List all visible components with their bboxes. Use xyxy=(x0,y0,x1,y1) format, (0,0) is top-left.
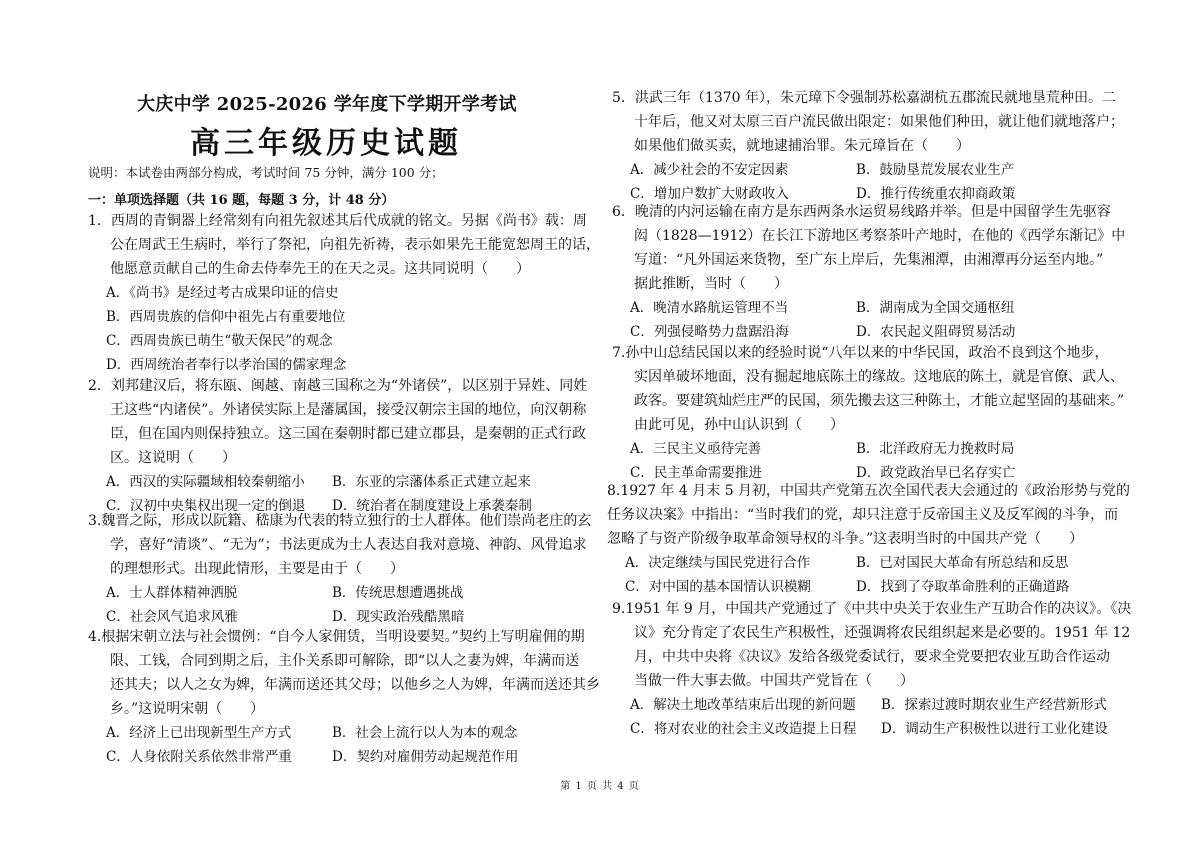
option-c: C．增加户数扩大财政收入 xyxy=(630,186,789,202)
question-1 xyxy=(88,209,600,377)
question-stem-line: 王这些“内诸侯”。外诸侯实际上是藩属国，接受汉朝宗主国的地位，向汉朝称 xyxy=(110,402,587,418)
page-footer: 第 1 页 共 4 页 xyxy=(560,781,640,792)
option-c: C．民主革命需要推进 xyxy=(630,465,762,481)
option-a: A．士人群体精神洒脱 xyxy=(106,585,238,601)
question-stem-line: 区。这说明（ ） xyxy=(110,450,236,466)
option-b: B．传统思想遭遇挑战 xyxy=(332,585,464,601)
option-b: B．东亚的宗藩体系正式建立起来 xyxy=(332,474,531,490)
option-d: D．找到了夺取革命胜利的正确道路 xyxy=(856,579,1070,595)
question-stem-line: 臣，但在国内则保持独立。这三国在秦朝时都已建立郡县，是秦朝的正式行政 xyxy=(110,426,586,442)
option-d: D．契约对雇佣劳动起规范作用 xyxy=(332,749,519,765)
question-8 xyxy=(607,479,1131,599)
question-stem-line: 由此可见，孙中山认识到（ ） xyxy=(634,417,844,433)
question-6 xyxy=(612,200,1127,344)
question-stem-line: 议》充分肯定了农民生产积极性，还强调将农民组织起来是必要的。1951 年 12 xyxy=(634,625,1131,641)
option-a: A．三民主义亟待完善 xyxy=(630,441,762,457)
question-4 xyxy=(88,625,600,769)
option-b: B．北洋政府无力挽救时局 xyxy=(856,441,1015,457)
question-stem-line: 限、工钱，合同到期之后，主仆关系即可解除，即“以人之妻为婢，年满而送 xyxy=(110,653,580,669)
option-d: D．推行传统重农抑商政策 xyxy=(856,186,1016,202)
question-stem-line: 7.孙中山总结民国以来的经验时说“八年以来的中华民国，政治不良到这个地步， xyxy=(612,345,1109,361)
question-stem-line: 据此推断，当时（ ） xyxy=(634,276,788,292)
question-9 xyxy=(612,597,1132,741)
option-a: A．晚清水路航运管理不当 xyxy=(630,300,789,316)
option-c: C．社会风气追求风雅 xyxy=(106,609,238,625)
option-c: C．将对农业的社会主义改造提上日程 xyxy=(630,721,857,737)
question-options xyxy=(88,581,593,629)
question-stem-line: 6．晚清的内河运输在南方是东西两条水运贸易线路并举。但是中国留学生先驱容 xyxy=(612,204,1111,220)
question-stem-line: 公在周武王生病时，举行了祭祀，向祖先祈祷，表示如果先王能宽恕周王的话， xyxy=(110,237,600,253)
question-stem-line: 5．洪武三年（1370 年），朱元璋下令强制苏松嘉湖杭五郡流民就地垦荒种田。二 xyxy=(612,90,1116,106)
option-d: D．调动生产积极性以进行工业化建设 xyxy=(881,721,1108,737)
question-stem-line: 2．刘邦建汉后，将东瓯、闽越、南越三国称之为“外诸侯”，以区别于异姓、同姓 xyxy=(88,378,588,394)
section-heading: 一：单项选择题（共 16 题，每题 3 分，计 48 分） xyxy=(88,193,395,208)
question-stem-line: 还其夫；以人之女为婢，年满而送还其父母；以他乡之人为婢，年满而送还其乡 xyxy=(110,677,600,693)
question-stem-line: 3.魏晋之际，形成以阮籍、嵇康为代表的特立独行的士人群体。他们崇尚老庄的玄 xyxy=(88,513,592,529)
exam-note: 说明：本试卷由两部分构成，考试时间 75 分钟，满分 100 分； xyxy=(88,165,444,180)
question-options xyxy=(612,437,1127,485)
option-b: B．已对国民大革命有所总结和反思 xyxy=(856,555,1069,571)
option-d: D．政党政治早已名存实亡 xyxy=(856,465,1016,481)
question-stem-line: 如果他们做买卖，就地逮捕治罪。朱元璋旨在（ ） xyxy=(634,138,970,154)
option-b: B．社会上流行以人为本的观念 xyxy=(332,725,518,741)
question-stem-line: 闳（1828—1912）在长江下游地区考察茶叶产地时，在他的《西学东渐记》中 xyxy=(634,228,1126,244)
question-options xyxy=(612,693,1127,741)
option-d: D．统治者在制度建设上承袭秦制 xyxy=(332,498,532,514)
question-options xyxy=(88,721,593,769)
option-b: B．湖南成为全国交通枢纽 xyxy=(856,300,1015,316)
question-stem-line: 实因单破坏地面，没有掘起地底陈土的缘故。这地底的陈土，就是官僚、武人、 xyxy=(634,369,1124,385)
option-b: B．鼓励垦荒发展农业生产 xyxy=(856,162,1015,178)
question-7 xyxy=(612,341,1127,485)
option-a: A．《尚书》是经过考古成果印证的信史 xyxy=(106,285,339,301)
question-options xyxy=(88,281,593,377)
question-stem-line: 的理想形式。出现此情形，主要是由于（ ） xyxy=(110,561,404,577)
option-c: C．对中国的基本国情认识模糊 xyxy=(625,579,811,595)
option-d: D．西周统治者奉行以孝治国的儒家理念 xyxy=(106,357,347,373)
question-stem-line: 当做一件大事去做。中国共产党旨在（ ） xyxy=(634,673,914,689)
question-stem-line: 写道：“凡外国运来货物，至广东上岸后，先集湘潭，由湘潭再分运至内地。” xyxy=(634,252,1104,268)
option-a: A．解决土地改革结束后出现的新问题 xyxy=(630,697,856,713)
school-title: 大庆中学 2025-2026 学年度下学期开学考试 xyxy=(137,94,517,115)
question-2 xyxy=(88,374,593,518)
option-d: D．现实政治残酷黑暗 xyxy=(332,609,465,625)
option-a: A．经济上已出现新型生产方式 xyxy=(106,725,292,741)
option-c: C．人身依附关系依然非常严重 xyxy=(106,749,292,765)
question-stem-line: 1．西周的青铜器上经常刻有向祖先叙述其后代成就的铭文。另据《尚书》载：周 xyxy=(88,213,587,229)
question-stem-line: 9.1951 年 9 月，中国共产党通过了《中共中央关于农业生产互助合作的决议》。《决 xyxy=(612,601,1132,617)
question-stem-line: 乡。”这说明宋朝（ ） xyxy=(110,701,265,717)
option-d: D．农民起义阻碍贸易活动 xyxy=(856,324,1016,340)
option-a: A．西汉的实际疆域相较秦朝缩小 xyxy=(106,474,305,490)
option-b: B．探索过渡时期农业生产经营新形式 xyxy=(881,697,1107,713)
question-stem-line: 政客。要建筑灿烂庄严的民国，须先搬去这三种陈土，才能立起坚固的基础来。” xyxy=(634,393,1125,409)
question-stem-line: 十年后，他又对太原三百户流民做出限定：如果他们种田，就让他们就地落户； xyxy=(634,114,1124,130)
option-c: C．西周贵族已萌生“敬天保民”的观念 xyxy=(106,333,333,349)
option-c: C．列强侵略势力盘踞沿海 xyxy=(630,324,789,340)
question-options xyxy=(607,551,1127,599)
question-stem-line: 忽略了与资产阶级争取革命领导权的斗争。”这表明当时的中国共产党（ ） xyxy=(607,531,1084,547)
question-stem-line: 月，中共中央将《决议》发给各级党委试行，要求全党要把农业互助合作运动 xyxy=(634,649,1110,665)
question-5 xyxy=(612,86,1127,206)
exam-title: 高三年级历史试题 xyxy=(190,126,462,161)
question-3 xyxy=(88,509,593,629)
question-stem-line: 8.1927 年 4 月末 5 月初，中国共产党第五次全国代表大会通过的《政治形势与党的 xyxy=(607,483,1131,499)
question-options xyxy=(612,296,1127,344)
question-options xyxy=(612,158,1127,206)
option-c: C．汉初中央集权出现一定的倒退 xyxy=(106,498,306,514)
option-b: B．西周贵族的信仰中祖先占有重要地位 xyxy=(106,309,346,325)
option-a: A．减少社会的不安定因素 xyxy=(630,162,789,178)
question-stem-line: 任务议决案》中指出：“当时我们的党，却只注意于反帝国主义及反军阀的斗争，而 xyxy=(607,507,1119,523)
option-a: A．决定继续与国民党进行合作 xyxy=(625,555,811,571)
question-stem-line: 他愿意贡献自己的生命去侍奉先王的在天之灵。这共同说明（ ） xyxy=(110,261,530,277)
question-stem-line: 学，喜好“清谈”、“无为”；书法更成为士人表达自我对意境、神韵、风骨追求 xyxy=(110,537,587,553)
question-stem-line: 4.根据宋朝立法与社会惯例：“自今人家佣赁，当明设要契。”契约上写明雇佣的期 xyxy=(88,629,585,645)
